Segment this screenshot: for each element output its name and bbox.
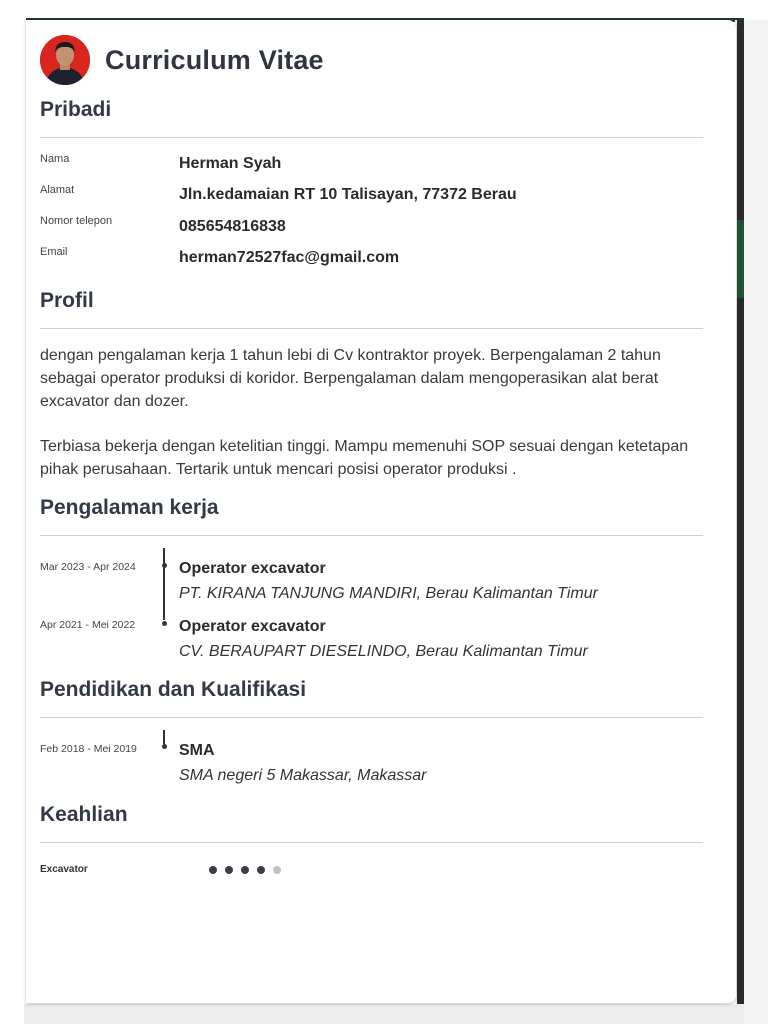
cv-document[interactable] <box>26 20 736 1003</box>
avatar <box>40 35 90 85</box>
experience-role: Operator excavator <box>179 560 326 577</box>
rating-dot <box>257 866 265 874</box>
timeline-line <box>163 730 165 744</box>
experience-role: Operator excavator <box>179 618 326 635</box>
education-school: SMA negeri 5 Makassar, Makassar <box>179 767 427 784</box>
rating-dot <box>209 866 217 874</box>
timeline-dot <box>162 621 167 626</box>
section-title-personal: Pribadi <box>40 98 112 121</box>
education-degree: SMA <box>179 742 215 759</box>
experience-company: CV. BERAUPART DIESELINDO, Berau Kalimantan Timur <box>179 643 588 660</box>
field-value-phone: 085654816838 <box>179 218 286 235</box>
profile-paragraph: Terbiasa bekerja dengan ketelitian tinggi. Mampu memenuhi SOP sesuai dengan ketetapan pihak perusahaan. Tertarik untuk mencari posisi operator produksi . <box>40 438 689 478</box>
experience-date: Mar 2023 - Apr 2024 <box>40 561 136 573</box>
section-divider <box>40 328 703 329</box>
page-title: Curriculum Vitae <box>105 44 324 75</box>
section-divider <box>40 717 703 718</box>
section-title-skills: Keahlian <box>40 803 128 826</box>
background-right-shadow <box>737 20 744 1010</box>
section-divider <box>40 535 703 536</box>
cv-header <box>40 35 324 85</box>
field-value-address: Jln.kedamaian RT 10 Talisayan, 77372 Berau <box>179 186 517 203</box>
skill-rating <box>209 866 281 874</box>
rating-dot <box>273 866 281 874</box>
field-label-email: Email <box>40 246 68 258</box>
background-bottom-edge <box>24 1004 744 1024</box>
field-value-email: herman72527fac@gmail.com <box>179 249 400 266</box>
section-divider <box>40 842 703 843</box>
section-title-profile: Profil <box>40 289 94 312</box>
timeline-dot <box>162 563 167 568</box>
section-title-education: Pendidikan dan Kualifikasi <box>40 678 307 701</box>
rating-dot <box>241 866 249 874</box>
section-title-experience: Pengalaman kerja <box>40 496 219 519</box>
experience-company: PT. KIRANA TANJUNG MANDIRI, Berau Kalimantan Timur <box>179 585 598 602</box>
education-date: Feb 2018 - Mei 2019 <box>40 743 137 755</box>
section-divider <box>40 137 703 138</box>
field-value-name: Herman Syah <box>179 155 282 172</box>
timeline-line <box>163 548 165 620</box>
person-photo-icon <box>40 35 90 85</box>
rating-dot <box>225 866 233 874</box>
timeline-dot <box>162 744 167 749</box>
background-right-accent <box>737 220 744 298</box>
experience-date: Apr 2021 - Mei 2022 <box>40 619 136 631</box>
field-label-name: Nama <box>40 153 70 165</box>
profile-paragraph: dengan pengalaman kerja 1 tahun lebi di Cv kontraktor proyek. Berpengalaman 2 tahun sebagai operator produksi di koridor. Berpengalaman dalam mengoperasikan alat berat excavator dan dozer. <box>40 347 661 410</box>
skill-label: Excavator <box>40 864 88 875</box>
field-label-address: Alamat <box>40 184 75 196</box>
field-label-phone: Nomor telepon <box>40 215 113 227</box>
